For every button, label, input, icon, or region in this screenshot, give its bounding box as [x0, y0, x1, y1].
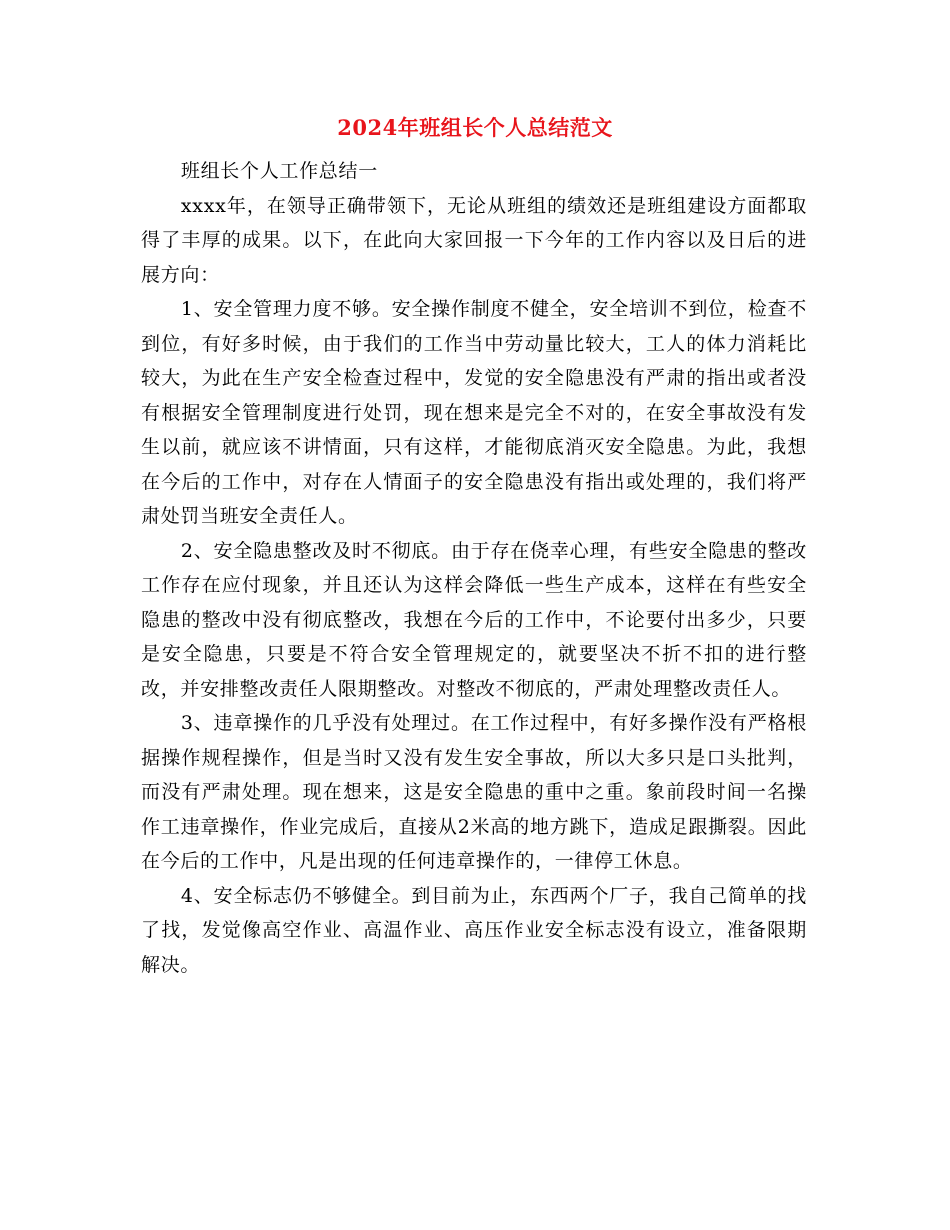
paragraph-intro: xxxx年，在领导正确带领下，无论从班组的绩效还是班组建设方面都取得了丰厚的成果。以下，在此向大家回报一下今年的工作内容以及日后的进展方向：	[141, 194, 807, 286]
paragraph-item-3: 3、违章操作的几乎没有处理过。在工作过程中，有好多操作没有严格根据操作规程操作，但是当时又没有发生安全事故，所以大多只是口头批判，而没有严肃处理。现在想来，这是安全隐患的重中之重。象前段时间一名操作工违章操作，作业完成后，直接从2米高的地方跳下，造成足跟撕裂。因此在今后的工作中，凡是出现的任何违章操作的，一律停工休息。	[141, 712, 807, 872]
paragraph-item-4: 4、安全标志仍不够健全。到目前为止，东西两个厂子，我自己简单的找了找，发觉像高空作业、高温作业、高压作业安全标志没有设立，准备限期解决。	[141, 884, 807, 976]
paragraph-item-1: 1、安全管理力度不够。安全操作制度不健全，安全培训不到位，检查不到位，有好多时候，由于我们的工作当中劳动量比较大，工人的体力消耗比较大，为此在生产安全检查过程中，发觉的安全隐患没有严肃的指出或者没有根据安全管理制度进行处罚，现在想来是完全不对的，在安全事故没有发生以前，就应该不讲情面，只有这样，才能彻底消灭安全隐患。为此，我想在今后的工作中，对存在人情面子的安全隐患没有指出或处理的，我们将严肃处罚当班安全责任人。	[141, 298, 807, 527]
paragraph-item-2: 2、安全隐患整改及时不彻底。由于存在侥幸心理，有些安全隐患的整改工作存在应付现象，并且还认为这样会降低一些生产成本，这样在有些安全隐患的整改中没有彻底整改，我想在今后的工作中，不论要付出多少，只要是安全隐患，只要是不符合安全管理规定的，就要坚决不折不扣的进行整改，并安排整改责任人限期整改。对整改不彻底的，严肃处理整改责任人。	[141, 539, 807, 700]
document-body	[141, 154, 807, 982]
section-heading: 班组长个人工作总结一	[180, 160, 378, 182]
document-title: 2024年班组长个人总结范文	[337, 115, 613, 140]
